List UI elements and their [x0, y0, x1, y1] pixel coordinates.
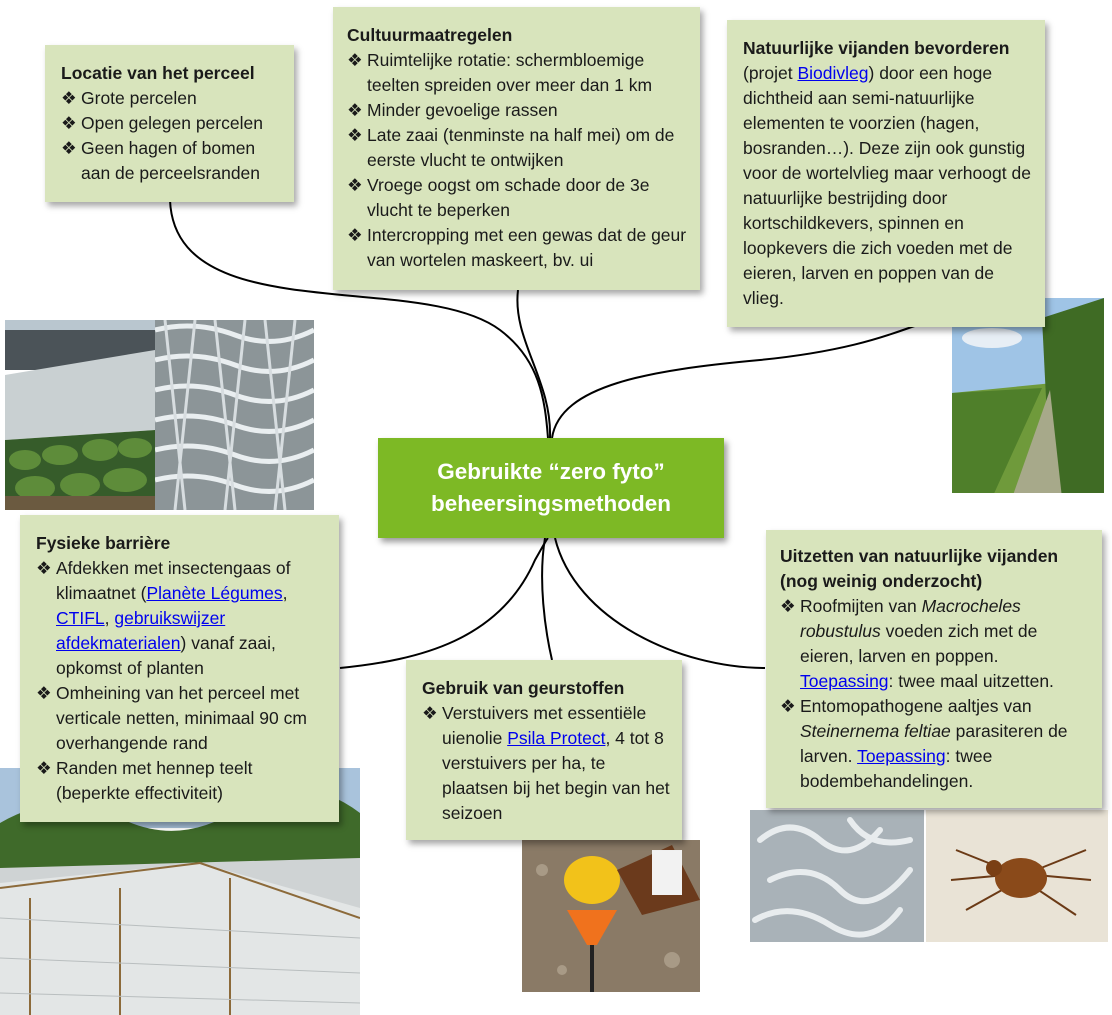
connector-geur: [542, 538, 552, 660]
box-cultuur-list: [347, 48, 692, 273]
bullet-icon: ❖: [347, 125, 363, 145]
list-item: ❖ Verstuivers met essentiële uienolie Psila Protect, 4 tot 8 verstuivers per ha, te plaatsen bij het begin van het seizoen: [422, 703, 670, 823]
bullet-icon: ❖: [36, 683, 52, 703]
box-locatie: [45, 45, 294, 202]
bullet-icon: ❖: [347, 225, 363, 245]
photo-netting-field: [5, 320, 155, 510]
box-natuurlijk-text: (projet Biodivleg) door een hoge dichtheid aan semi-natuurlijke elementen te voorzien (hagen, bosranden…). Deze zijn ook gunstig voor de wortelvlieg maar verhoogt de natuurlijke bestrijding door kortschildkevers, spinnen en loopkevers die zich voeden met de eieren, larven en poppen van de vlieg.: [743, 63, 1031, 308]
box-natuurlijk: [727, 20, 1045, 327]
list-item: ❖ Entomopathogene aaltjes van Steinernema feltiae parasiteren de larven. Toepassing: twee bodembehandelingen.: [780, 696, 1068, 791]
biodivleg-link[interactable]: Biodivleg: [797, 63, 869, 83]
list-item: ❖ Minder gevoelige rassen: [347, 98, 692, 123]
list-item: ❖ Vroege oogst om schade door de 3e vlucht te beperken: [347, 175, 650, 220]
photo-dispenser: [522, 840, 700, 992]
bullet-icon: ❖: [61, 138, 77, 158]
ctifl-link[interactable]: CTIFL: [56, 608, 105, 628]
list-item: ❖ Ruimtelijke rotatie: schermbloemige teelten spreiden over meer dan 1 km: [347, 50, 653, 95]
planete-legumes-link[interactable]: Planète Légumes: [146, 583, 283, 603]
list-item: ❖ Geen hagen of bomen aan de perceelsranden: [61, 138, 261, 183]
center-title-line1: Gebruikte “zero fyto”: [437, 459, 665, 484]
box-uitzetten-list: [780, 594, 1094, 794]
box-geur-list: [422, 701, 674, 826]
bullet-icon: ❖: [347, 175, 363, 195]
bullet-icon: ❖: [422, 703, 438, 723]
connector-uitzetten: [555, 538, 765, 668]
center-title-line2: beheersingsmethoden: [430, 491, 672, 516]
photo-mite: [926, 810, 1108, 942]
bullet-icon: ❖: [347, 100, 363, 120]
box-uitzetten-title: Uitzetten van natuurlijke vijanden (nog weinig onderzocht): [780, 546, 1059, 591]
bullet-icon: ❖: [36, 758, 52, 778]
bullet-icon: ❖: [347, 50, 363, 70]
gebruikswijzer-link[interactable]: gebruikswijzer afdekmaterialen: [56, 608, 226, 653]
bullet-icon: ❖: [36, 558, 52, 578]
toepassing-link-1[interactable]: Toepassing: [800, 671, 889, 691]
photo-mesh-closeup: [155, 320, 314, 510]
bullet-icon: ❖: [780, 696, 796, 716]
photo-nematodes: [750, 810, 924, 942]
list-item: ❖ Roofmijten van Macrocheles robustulus voeden zich met de eieren, larven en poppen. Toepassing: twee maal uitzetten.: [780, 596, 1054, 691]
box-locatie-list: [61, 86, 282, 186]
connector-natuurlijk: [552, 325, 918, 438]
box-fysiek: [20, 515, 339, 822]
box-cultuur-title: Cultuurmaatregelen: [347, 25, 513, 45]
box-geur-title: Gebruik van geurstoffen: [422, 678, 625, 698]
box-cultuur: [333, 7, 700, 290]
list-item: ❖ Omheining van het perceel met verticale netten, minimaal 90 cm overhangende rand: [36, 683, 307, 753]
box-geur: [406, 660, 682, 840]
box-fysiek-list: [36, 556, 331, 806]
box-fysiek-title: Fysieke barrière: [36, 533, 171, 553]
list-item: ❖ Afdekken met insectengaas of klimaatnet (Planète Légumes, CTIFL, gebruikswijzer afdekmaterialen) vanaf zaai, opkomst of planten: [36, 558, 291, 678]
center-node: [378, 438, 724, 538]
bullet-icon: ❖: [780, 596, 796, 616]
photo-hedge-field: [952, 298, 1104, 498]
bullet-icon: ❖: [61, 113, 77, 133]
toepassing-link-2[interactable]: Toepassing: [857, 746, 946, 766]
box-uitzetten: [766, 530, 1102, 808]
psila-protect-link[interactable]: Psila Protect: [507, 728, 606, 748]
connector-fysiek: [340, 538, 548, 668]
list-item: ❖ Grote percelen: [61, 86, 282, 111]
list-item: ❖ Intercropping met een gewas dat de geur van wortelen maskeert, bv. ui: [347, 225, 687, 270]
box-natuurlijk-title: Natuurlijke vijanden bevorderen: [743, 38, 1010, 58]
list-item: ❖ Open gelegen percelen: [61, 111, 282, 136]
bullet-icon: ❖: [61, 88, 77, 108]
list-item: ❖ Late zaai (tenminste na half mei) om de eerste vlucht te ontwijken: [347, 125, 675, 170]
box-locatie-title: Locatie van het perceel: [61, 63, 255, 83]
list-item: ❖ Randen met hennep teelt (beperkte effectiviteit): [36, 758, 253, 803]
